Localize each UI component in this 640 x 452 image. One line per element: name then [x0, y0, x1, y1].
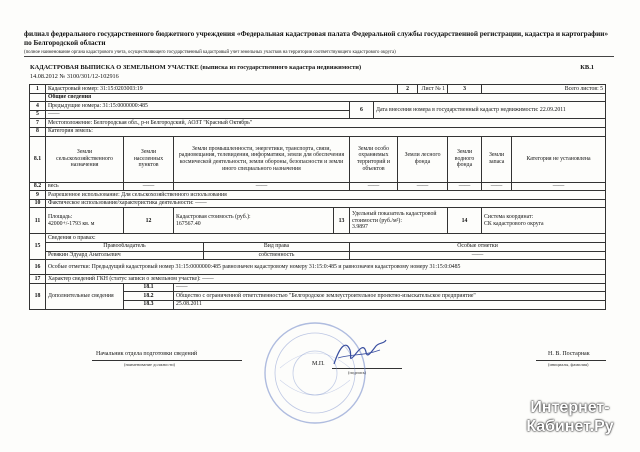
- signature-caption: (подпись): [348, 370, 367, 375]
- row-general: [30, 93, 606, 102]
- position-underline: [92, 360, 242, 361]
- category-value: весь: [46, 182, 124, 191]
- land-category-label: Категория земель:: [46, 127, 606, 136]
- category-header: Земли запаса: [482, 136, 512, 182]
- row-9: [30, 191, 606, 200]
- coordinate-system-value: СК кадастрового округа: [484, 220, 544, 227]
- total-sheets-cell: [482, 85, 606, 94]
- permitted-use-value: Для сельскохозяйственного использования: [121, 191, 227, 198]
- location-value: Белгородская обл., р-н Белгородский, АОЗТ "Красный Октябрь": [93, 119, 253, 126]
- seal-mark: М.П.: [312, 361, 325, 367]
- additional-info-label: Дополнительные сведения: [46, 283, 124, 309]
- registration-date-cell: [374, 102, 606, 119]
- row-num: 1: [30, 85, 46, 94]
- location-cell: [46, 119, 606, 128]
- category-header: Земли населенных пунктов: [124, 136, 174, 182]
- round-seal-stamp: [260, 318, 370, 428]
- area-cell: [46, 208, 124, 234]
- coordinate-system-label: Система координат:: [484, 214, 534, 221]
- sheet-cell: [418, 85, 448, 94]
- row-num: 16: [30, 260, 46, 275]
- row-11: [30, 208, 606, 234]
- row-num: 18: [30, 283, 46, 309]
- category-header: Земли промышленности, энергетики, транспорта, связи, радиовещания, телевидения, информатики, земли для обеспечения космической деятельности, земли обороны, безопасности и земли иного специального назначения: [174, 136, 350, 182]
- area-label: Площадь:: [48, 214, 73, 221]
- gkn-status-value: ——: [202, 275, 214, 282]
- additional-info-value: ——: [174, 283, 606, 292]
- category-header: Земли водного фонда: [448, 136, 482, 182]
- form-code: КВ.1: [580, 64, 594, 71]
- cadastral-cost-cell: [174, 208, 334, 234]
- previous-numbers-value: 31:15:0000000:485: [102, 102, 148, 109]
- special-notes-label: Особые отметки:: [48, 263, 91, 270]
- specific-cost-value: 3.9897: [352, 224, 368, 231]
- category-value: ——: [124, 182, 174, 191]
- row-num: 2: [398, 85, 418, 94]
- row-num: 11: [30, 208, 46, 234]
- row-num: 8.2: [30, 182, 46, 191]
- cadastral-cost-value: 167567.40: [176, 220, 201, 227]
- registration-date-label: Дата внесения номера в государственный кадастр недвижимости:: [376, 106, 539, 113]
- row-8: [30, 127, 606, 136]
- previous-numbers-label: Предыдущие номера:: [48, 102, 102, 109]
- category-value: ——: [448, 182, 482, 191]
- row-num: 18.1: [124, 283, 174, 292]
- handwritten-signature: [330, 336, 390, 370]
- doc-title-row: [30, 64, 602, 71]
- row-num: 12: [124, 208, 174, 234]
- category-value: ——: [350, 182, 398, 191]
- rights-type-value: собственность: [204, 251, 350, 260]
- special-notes-value: Предыдущий кадастровый номер 31:15:0000000:485 равнозначен кадастровому номеру 31:15:0:485 и равнозначен кадастровому номеру 31:15:0:0485: [91, 263, 461, 270]
- special-notes-cell: [46, 260, 606, 275]
- permitted-use-cell: [46, 191, 606, 200]
- row-18-1: [30, 283, 606, 292]
- doc-title: КАДАСТРОВАЯ ВЫПИСКА О ЗЕМЕЛЬНОМ УЧАСТКЕ (выписка из государственного кадастра недвижимости): [30, 64, 362, 71]
- official-name: Н. В. Постарнак: [548, 351, 590, 357]
- name-underline: [536, 360, 606, 361]
- row-8-2: [30, 182, 606, 191]
- category-value: ——: [174, 182, 350, 191]
- cadastral-number-value: 31:15:0203003:19: [100, 85, 143, 92]
- row-15-values: [30, 251, 606, 260]
- category-value: ——: [482, 182, 512, 191]
- specific-cost-cell: [350, 208, 448, 234]
- row-num: 8.1: [30, 136, 46, 182]
- category-header: Земли сельскохозяйственного назначения: [46, 136, 124, 182]
- official-position: Начальник отдела подготовки сведений: [96, 351, 198, 357]
- org-name: филиал федерального государственного бюджетного учреждения «Федеральная кадастровая палата Федеральной службы государственной регистрации, кадастра и картографии» по Белгородской области: [24, 30, 609, 47]
- row-17: [30, 275, 606, 284]
- total-sheets-value: 5: [600, 85, 604, 92]
- row-num: 10: [30, 199, 46, 208]
- category-value: ——: [398, 182, 448, 191]
- row-num: 5: [30, 110, 46, 119]
- additional-info-value: Общество с ограниченной ответственностью "Белгородское землеустроительное проектно-изыскательское предприятие": [174, 292, 606, 301]
- row-num: 18.2: [124, 292, 174, 301]
- sheet-label: Лист №: [421, 85, 441, 92]
- watermark-line-1: Интернет-: [530, 399, 610, 416]
- row-num: 14: [448, 208, 482, 234]
- row-10: [30, 199, 606, 208]
- row-5-value: ——: [46, 110, 350, 119]
- row-16: [30, 260, 606, 275]
- category-header: Земли особо охраняемых территорий и объектов: [350, 136, 398, 182]
- name-caption: (инициалы, фамилия): [548, 362, 589, 367]
- registration-date-value: 22.09.2011: [539, 106, 566, 113]
- category-header: Категория не установлена: [512, 136, 606, 182]
- general-heading: Общие сведения: [46, 93, 606, 102]
- category-header: Земли лесного фонда: [398, 136, 448, 182]
- row-num: 13: [334, 208, 350, 234]
- category-value: ——: [512, 182, 606, 191]
- row-num: 3: [448, 85, 482, 94]
- rights-type-header: Вид права: [204, 242, 350, 251]
- row-num: 9: [30, 191, 46, 200]
- rights-label: Сведения о правах:: [46, 234, 606, 243]
- position-caption: (наименование должности): [124, 362, 176, 367]
- row-num: 7: [30, 119, 46, 128]
- area-value: 42000+/-1793 кв. м: [48, 220, 95, 227]
- gkn-status-cell: [46, 275, 606, 284]
- row-15-headers: [30, 242, 606, 251]
- permitted-use-label: Разрешенное использование:: [48, 191, 120, 198]
- row-1: [30, 85, 606, 94]
- row-num: 18.3: [124, 300, 174, 309]
- cadastral-number-cell: [46, 85, 398, 94]
- row-num: 6: [350, 102, 374, 119]
- site-watermark: [502, 398, 638, 436]
- gkn-status-label: Характер сведений ГКН (статус записи о земельном участке):: [48, 275, 201, 282]
- previous-numbers-cell: [46, 102, 350, 111]
- sheet-value: 1: [442, 85, 446, 92]
- row-num: 17: [30, 275, 46, 284]
- org-caption: (полное наименование органа кадастрового учета, осуществляющего государственный кадастровый учет земельных участков на территории соответствующего кадастрового округа): [24, 50, 614, 57]
- rights-holder-header: Правообладатель: [46, 242, 204, 251]
- actual-use-cell: [46, 199, 606, 208]
- row-4: [30, 102, 606, 111]
- row-15-label: [30, 234, 606, 243]
- row-num: 4: [30, 102, 46, 111]
- row-num: 15: [30, 234, 46, 260]
- doc-date-number: 14.08.2012 № 3100/301/12-102916: [30, 73, 119, 80]
- actual-use-label: Фактическое использование/характеристика деятельности:: [48, 200, 194, 207]
- rights-special-header: Особые отметки: [350, 242, 606, 251]
- rights-special-value: ——: [350, 251, 606, 260]
- specific-cost-label: Удельный показатель кадастровой стоимости (руб./м²):: [352, 210, 437, 224]
- additional-info-value: 25.08.2011: [174, 300, 606, 309]
- total-sheets-label: Всего листов:: [564, 85, 599, 92]
- actual-use-value: ——: [195, 200, 207, 207]
- row-8-1: [30, 136, 606, 182]
- cadastral-number-label: Кадастровый номер:: [48, 85, 99, 92]
- cadastral-cost-label: Кадастровая стоимость (руб.):: [176, 214, 251, 221]
- row-num: 8: [30, 127, 46, 136]
- rights-holder-value: Ревякин Эдуард Анатольевич: [46, 251, 204, 260]
- cadastral-table: [29, 84, 606, 310]
- watermark-line-2: Кабинет.Ру: [526, 418, 614, 435]
- coordinate-system-cell: [482, 208, 606, 234]
- location-label: Местоположение:: [48, 119, 93, 126]
- row-7: [30, 119, 606, 128]
